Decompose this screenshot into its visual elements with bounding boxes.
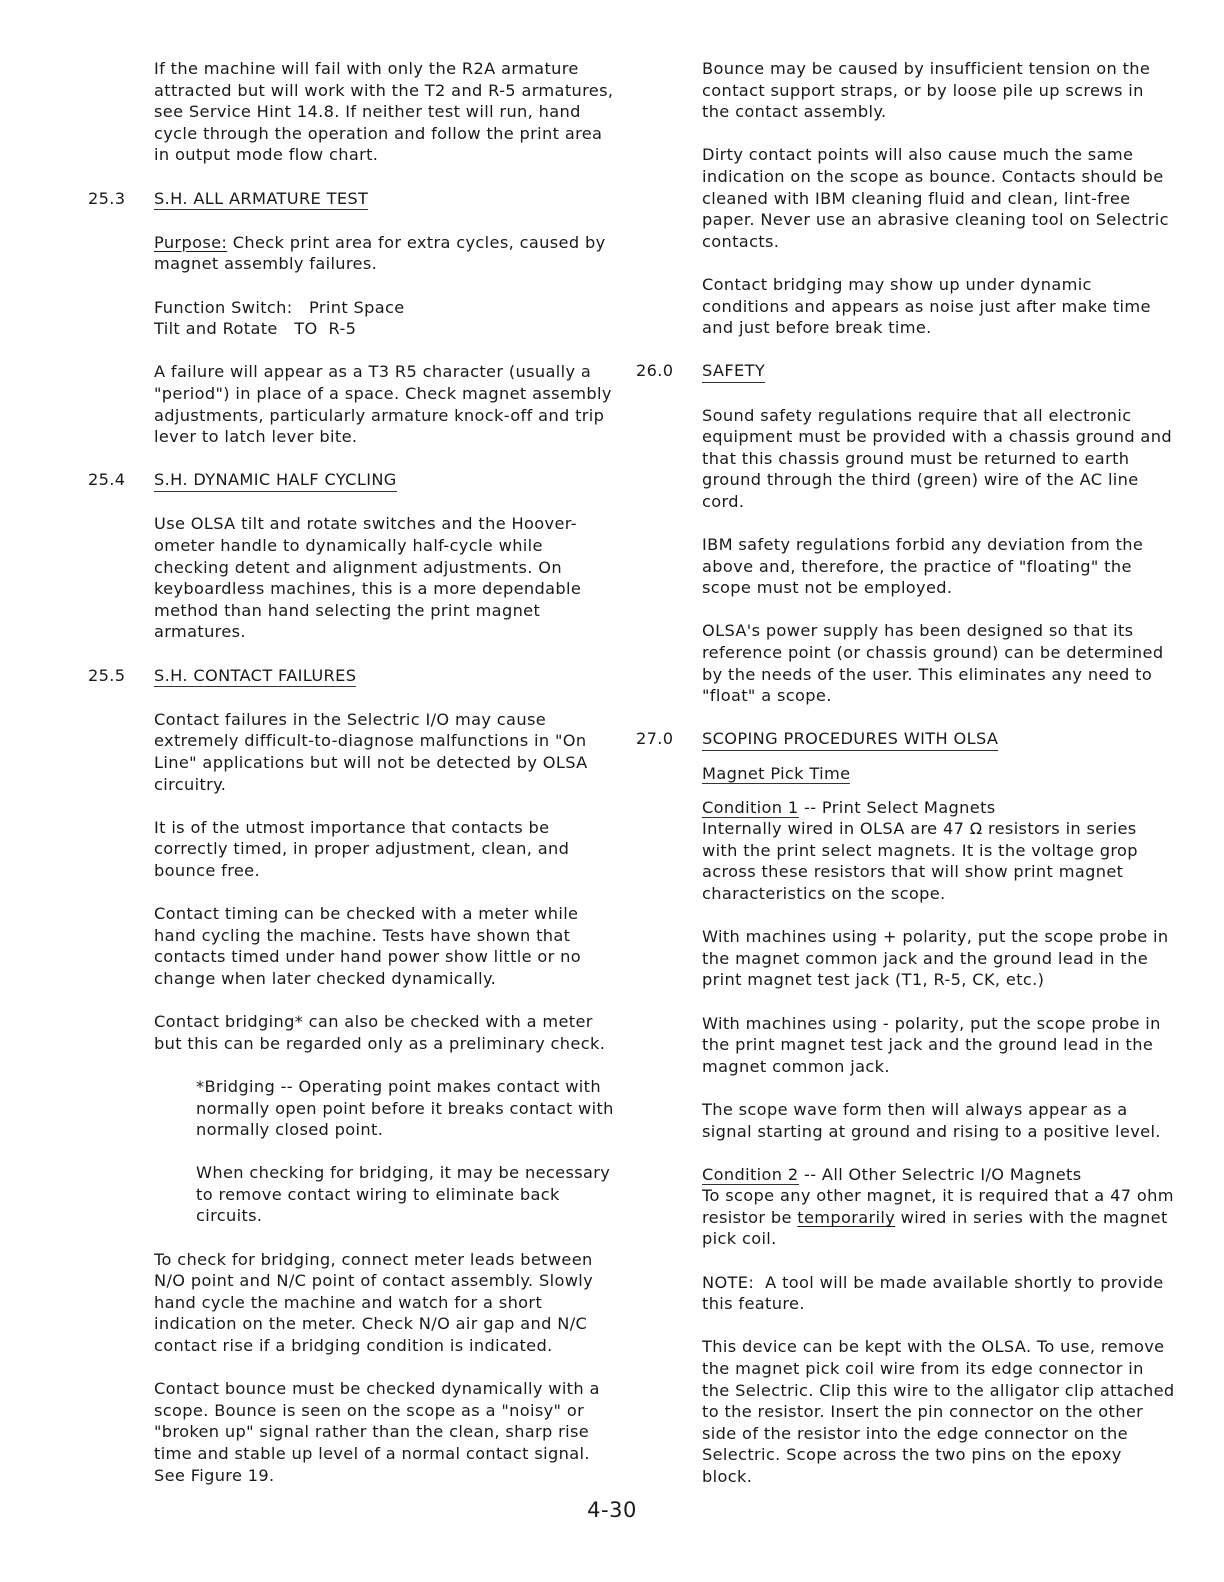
section-25-3-heading xyxy=(88,188,618,211)
section-number: 25.3 xyxy=(88,188,126,208)
condition-1-title: -- Print Select Magnets xyxy=(798,797,996,817)
contact-bridging-paragraph: Contact bridging* can also be checked with a meter but this can be regarded only as a preliminary check. xyxy=(154,1012,606,1053)
condition-2-text-end: wired in series with the magnet pick coil. xyxy=(702,1207,1168,1249)
section-25-4-heading xyxy=(88,469,618,492)
contact-timing-paragraph: Contact timing can be checked with a meter while hand cycling the machine. Tests have shown that contacts timed under hand power show little or no change when later checked dynamically. xyxy=(154,904,582,988)
section-title: S.H. CONTACT FAILURES xyxy=(154,665,356,688)
subheading-text: Magnet Pick Time xyxy=(702,764,851,783)
dirty-contacts-paragraph: Dirty contact points will also cause much the same indication on the scope as bounce. Contacts should be cleaned with IBM cleaning fluid and clean, lint-free paper. Never use an abrasive cleaning tool on Selectric contacts. xyxy=(702,145,1169,251)
section-title: SCOPING PROCEDURES WITH OLSA xyxy=(702,728,998,751)
plus-polarity-paragraph: With machines using + polarity, put the scope probe in the magnet common jack and the ground lead in the print magnet test jack (T1, R-5, CK, etc.) xyxy=(702,927,1169,990)
purpose-paragraph xyxy=(154,232,618,275)
condition-1-paragraph xyxy=(702,797,1176,905)
left-column xyxy=(88,58,618,1508)
page-number: 4-30 xyxy=(587,1498,637,1522)
condition-2-text: To scope any other magnet, it is required that a 47 ohm resistor be xyxy=(702,1186,1174,1227)
tilt-rotate-line: Tilt and Rotate TO R-5 xyxy=(154,319,357,339)
bridging-check-paragraph: To check for bridging, connect meter leads between N/O point and N/C point of contact assembly. Slowly hand cycle the machine and watch for a short indication on the meter. Check N/O air gap and N/C contact rise if a bridging condition is indicated. xyxy=(154,1249,594,1356)
section-title: S.H. ALL ARMATURE TEST xyxy=(154,188,368,211)
condition-2-paragraph xyxy=(702,1164,1176,1250)
section-number: 27.0 xyxy=(636,729,674,749)
section-26-0-heading xyxy=(636,360,1176,383)
temporarily-text: temporarily xyxy=(797,1207,896,1227)
safety-paragraph-3: OLSA's power supply has been designed so that its reference point (or chassis ground) can be determined by the needs of the user. This eliminates any need to "float" a scope. xyxy=(702,621,1164,706)
condition-2-title: -- All Other Selectric I/O Magnets xyxy=(798,1164,1082,1184)
section-25-5-heading xyxy=(88,665,618,688)
function-switch-paragraph xyxy=(154,297,618,340)
section-27-0-heading xyxy=(636,728,1176,751)
device-paragraph: This device can be kept with the OLSA. To use, remove the magnet pick coil wire from its edge connector in the Selectric. Clip this wire to the alligator clip attached to the resistor. Insert the pin connector on the other side of the resistor into the edge connector on the Selectric. Scope across the two pins on the epoxy block. xyxy=(702,1337,1175,1486)
bridging-note: When checking for bridging, it may be necessary to remove contact wiring to eliminate back circuits. xyxy=(196,1163,611,1226)
contact-bounce-paragraph: Contact bounce must be checked dynamically with a scope. Bounce is seen on the scope as a "noisy" or "broken up" signal rather than the clean, sharp rise time and stable up level of a normal contact signal. See Figure 19. xyxy=(154,1379,600,1485)
failure-paragraph: A failure will appear as a T3 R5 character (usually a "period") in place of a space. Check magnet assembly adjustments, particularly armature knock-off and trip lever to latch lever bite. xyxy=(154,362,612,447)
section-title: S.H. DYNAMIC HALF CYCLING xyxy=(154,469,397,492)
minus-polarity-paragraph: With machines using - polarity, put the scope probe in the print magnet test jack and the ground lead in the magnet common jack. xyxy=(702,1013,1161,1076)
purpose-text: Check print area for extra cycles, caused by magnet assembly failures. xyxy=(154,232,606,274)
dynamic-bridging-paragraph: Contact bridging may show up under dynamic conditions and appears as noise just after make time and just before break time. xyxy=(702,274,1151,338)
safety-paragraph-1: Sound safety regulations require that all electronic equipment must be provided with a chassis ground and that this chassis ground must be returned to earth ground through the third (green) wire of the AC line cord. xyxy=(702,405,1172,511)
note-paragraph: NOTE: A tool will be made available shortly to provide this feature. xyxy=(702,1272,1170,1314)
purpose-label: Purpose: xyxy=(154,232,228,252)
contact-failures-paragraph: Contact failures in the Selectric I/O may cause extremely difficult-to-diagnose malfunctions in "On Line" applications but will not be detected by OLSA circuitry. xyxy=(154,709,588,794)
function-switch-line: Function Switch: Print Space xyxy=(154,297,405,317)
section-number: 26.0 xyxy=(636,361,674,381)
condition-1-label: Condition 1 xyxy=(702,797,799,817)
section-number: 25.4 xyxy=(88,470,126,490)
condition-2-label: Condition 2 xyxy=(702,1164,799,1184)
contact-importance-paragraph: It is of the utmost importance that contacts be correctly timed, in proper adjustment, clean, and bounce free. xyxy=(154,817,570,880)
magnet-pick-time-subheading xyxy=(702,763,1176,785)
half-cycling-paragraph: Use OLSA tilt and rotate switches and the Hoover-ometer handle to dynamically half-cycle while checking detent and alignment adjustments. On keyboardless machines, this is a more dependable method than hand selecting the print magnet armatures. xyxy=(154,514,582,642)
condition-1-text: Internally wired in OLSA are 47 Ω resistors in series with the print select magnets. It is the voltage grop across these resistors that will show print magnet characteristics on the scope. xyxy=(702,819,1138,903)
wave-form-paragraph: The scope wave form then will always appear as a signal starting at ground and rising to a positive level. xyxy=(702,1099,1161,1141)
section-number: 25.5 xyxy=(88,665,126,685)
safety-paragraph-2: IBM safety regulations forbid any deviation from the above and, therefore, the practice of "floating" the scope must not be employed. xyxy=(702,535,1144,598)
r2a-paragraph: If the machine will fail with only the R2A armature attracted but will work with the T2 and R-5 armatures, see Service Hint 14.8. If neither test will run, hand cycle through the operation and follow the print area in output mode flow chart. xyxy=(154,59,614,165)
bridging-footnote: *Bridging -- Operating point makes contact with normally open point before it breaks contact with normally closed point. xyxy=(196,1076,614,1140)
right-column xyxy=(636,58,1176,1509)
bounce-paragraph: Bounce may be caused by insufficient tension on the contact support straps, or by loose pile up screws in the contact assembly. xyxy=(702,59,1151,122)
section-title: SAFETY xyxy=(702,360,765,383)
